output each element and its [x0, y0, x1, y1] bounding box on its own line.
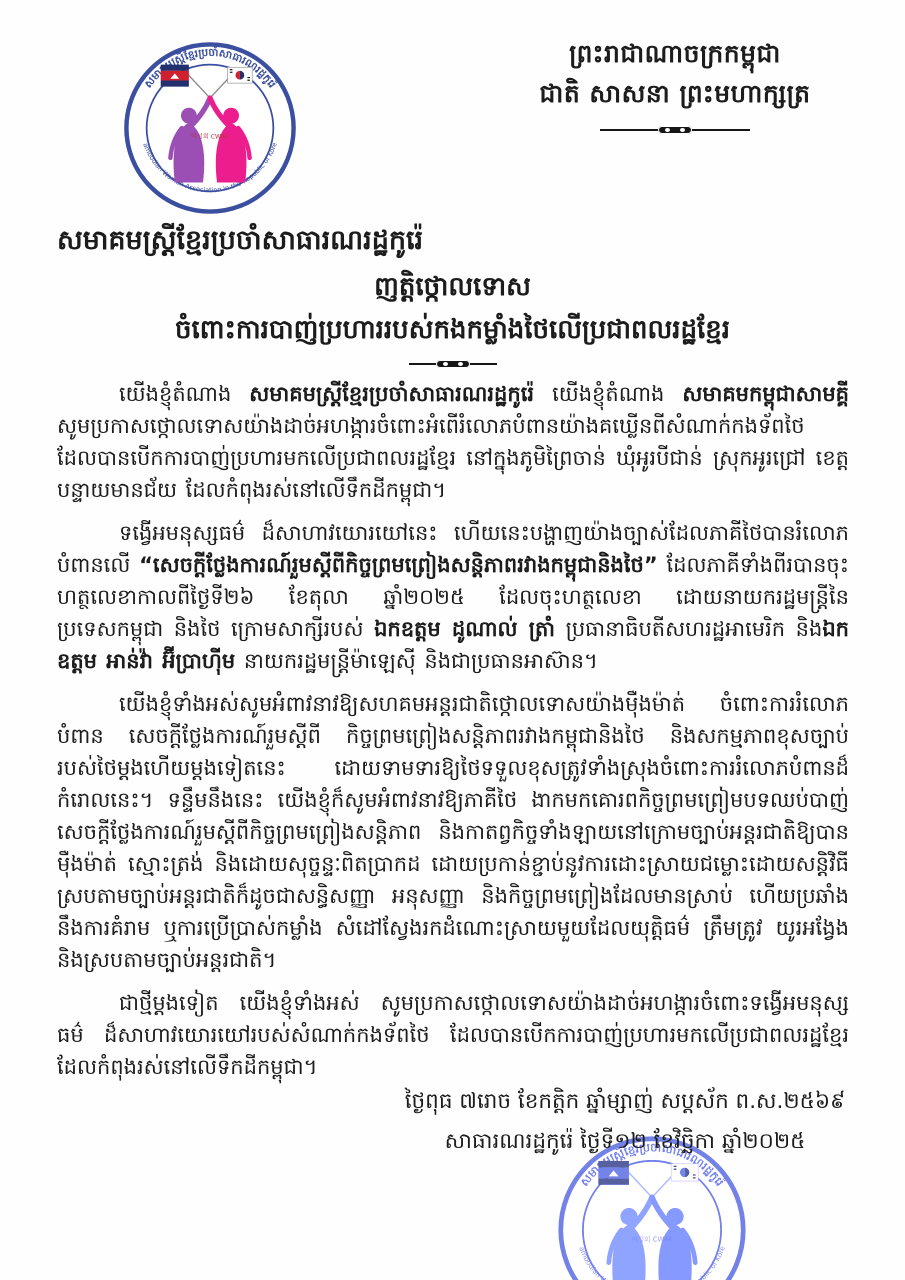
paragraph-2: ទង្វើអមនុស្សធម៌ ដ៏សាហាវយោរយៅនេះ ហើយនេះបង្ហាញយ៉ាងច្បាស់ដែលភាគីថៃបានរំលោភបំពានលើ “សេចក្តីថ្លែងការណ៍រួមស្តីពីកិច្ចព្រមព្រៀងសន្តិភាពរវាងកម្ពុជានិងថៃ” ដែលភាគីទាំងពីរបានចុះហត្ថលេខាកាលពីថ្ងៃទី២៦ ខែតុលា ឆ្នាំ២០២៥ ដែលចុះហត្ថលេខា ដោយនាយករដ្ឋមន្ត្រីនៃប្រទេសកម្ពុជា និងថៃ ក្រោមសាក្សីរបស់ ឯកឧត្តម ដូណាល់ ត្រាំ ប្រធានាធិបតីសហរដ្ឋអាមេរិក និងឯកឧត្តម អាន់វ៉ា អ៊ីប្រាហ៊ីម នាយករដ្ឋមន្ត្រីម៉ាឡេស៊ី និងជាប្រធានអាស៊ាន។	[57, 521, 849, 673]
gregorian-date-line: សាធារណរដ្ឋកូរ៉េ ថ្ងៃទី១២ ខែវិច្ឆិកា ឆ្នាំ២០២៥	[444, 1129, 806, 1154]
title-line2: ចំពោះការបាញ់ប្រហាររបស់កងកម្លាំងថៃលើប្រជាពលរដ្ឋខ្មែរ	[174, 315, 731, 345]
org-name: សមាគមស្ត្រីខ្មែរប្រចាំសាធារណរដ្ឋកូរ៉េ	[57, 225, 424, 256]
org-seal-logo	[122, 40, 298, 216]
kingdom-line2: ជាតិ សាសនា ព្រះមហាក្សត្រ	[539, 79, 811, 108]
lunar-date-line: ថ្ងៃពុធ ៧រោច ខែកត្តិក ឆ្នាំម្សាញ់ សប្តស័ក ព.ស.២៥៦៩	[404, 1089, 846, 1114]
title-line1: ញត្តិថ្កោលទោស	[374, 272, 531, 302]
header-divider	[600, 128, 750, 131]
document-title	[0, 266, 905, 365]
kingdom-header	[460, 34, 890, 131]
paragraph-1: យើងខ្ញុំតំណាង សមាគមស្ត្រីខ្មែរប្រចាំសាធារណរដ្ឋកូរ៉េ យើងខ្ញុំតំណាង សមាគមកម្ពុជាសាមគ្គី សូមប្រកាសថ្កោលទោសយ៉ាងដាច់អហង្ការចំពោះអំពើរំលោភបំពានយ៉ាងគឃ្លើនពីសំណាក់កងទ័ពថៃ ដែលបានបើកការបាញ់ប្រហារមកលើប្រជាពលរដ្ឋខ្មែរ នៅក្នុងភូមិព្រៃចាន់ ឃុំអូរបីជាន់ ស្រុកអូរជ្រៅ ខេត្តបន្ទាយមានជ័យ ដែលកំពុងរស់នៅលើទឹកដីកម្ពុជា។	[57, 382, 849, 502]
paragraph-4: ជាថ្មីម្តងទៀត យើងខ្ញុំទាំងអស់ សូមប្រកាសថ្កោលទោសយ៉ាងដាច់អហង្ការចំពោះទង្វើអមនុស្សធម៌ ដ៏សាហាវយោរយៅរបស់សំណាក់កងទ័ពថៃ ដែលបានបើកការបាញ់ប្រហារមកលើប្រជាពលរដ្ឋខ្មែរដែលកំពុងរស់នៅលើទឹកដីកម្ពុជា។	[57, 991, 849, 1079]
date-block	[360, 1082, 890, 1162]
body-text	[57, 378, 849, 1094]
paragraph-3: យើងខ្ញុំទាំងអស់សូមអំពាវនាវឱ្យសហគមអន្តរជាតិថ្កោលទោសយ៉ាងម៉ឺងម៉ាត់ ចំពោះការរំលោភបំពាន សេចក្តីថ្លែងការណ៍រួមស្តីពី កិច្ចព្រមព្រៀងសន្តិភាពរវាងកម្ពុជានិងថៃ និងសកម្មភាពខុសច្បាប់របស់ថៃម្តងហើយម្តងទៀតនេះ ដោយទាមទារឱ្យថៃទទួលខុសត្រូវទាំងស្រុងចំពោះការរំលោភបំពានដ៏កំរោលនេះ។ ទន្ទឹមនឹងនេះ យើងខ្ញុំក៏សូមអំពាវនាវឱ្យភាគីថៃ ងាកមកគោរពកិច្ចព្រមព្រៀមបទឈប់បាញ់ សេចក្តីថ្លែងការណ៍រួមស្តីពីកិច្ចព្រមព្រៀងសន្តិភាព និងកាតព្វកិច្ចទាំងឡាយនៅក្រោមច្បាប់អន្តរជាតិឱ្យបានម៉ឺងម៉ាត់ ស្មោះត្រង់ និងដោយសុច្ចន្ទៈពិតប្រាកដ ដោយប្រកាន់ខ្ជាប់នូវការដោះស្រាយជម្លោះដោយសន្តិវិធី ស្របតាមច្បាប់អន្តរជាតិក៏ដូចជាសន្ធិសញ្ញា អនុសញ្ញា និងកិច្ចព្រមព្រៀងដែលមានស្រាប់ ហើយប្រឆាំងនឹងការគំរាម ឬការប្រើប្រាស់កម្លាំង សំដៅស្វែងរកដំណោះស្រាយមួយដែលយុត្តិធម៌ ត្រឹមត្រូវ យូរអង្វែង និងស្របតាមច្បាប់អន្តរជាតិ។	[57, 692, 849, 972]
kingdom-line1: ព្រះរាជាណាចក្រកម្ពុជា	[569, 39, 781, 68]
title-divider	[409, 362, 497, 365]
